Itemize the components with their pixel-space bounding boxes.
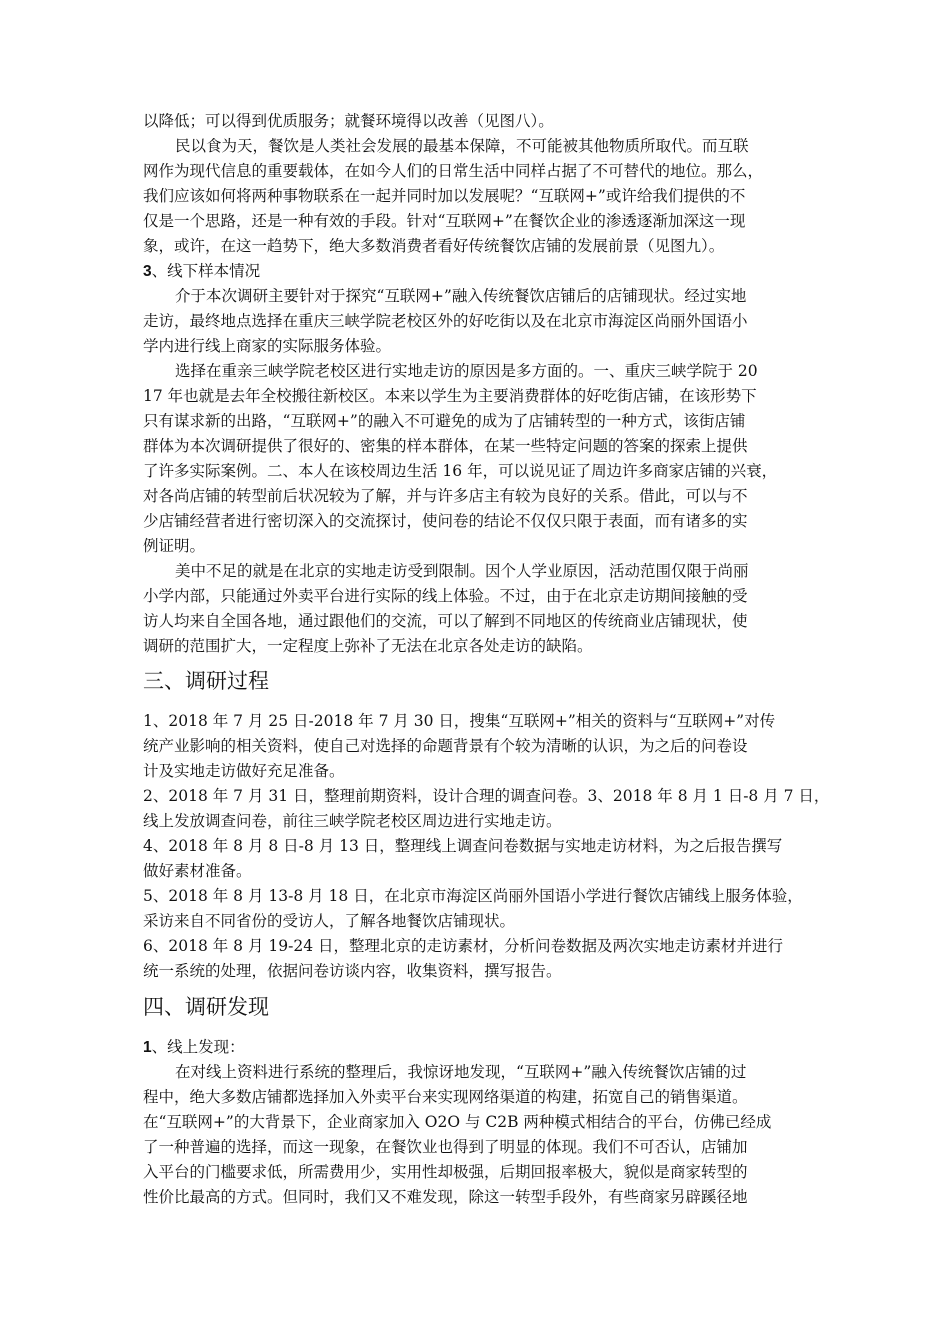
- paragraph-line: 以降低；可以得到优质服务；就餐环境得以改善（见图八）。: [143, 112, 554, 130]
- subsection-label: 、线上发现：: [151, 1038, 245, 1056]
- paragraph-line: 了许多实际案例。二、本人在该校周边生活 16 年，可以说见证了周边许多商家店铺的兴衰，: [143, 462, 778, 480]
- section-heading-research-process: 三、调研过程: [143, 669, 269, 693]
- paragraph-line: 在“互联网+”的大背景下，企业商家加入 O2O 与 C2B 两种模式相结合的平台，仿佛已经成: [143, 1113, 772, 1131]
- paragraph-line: 6、2018 年 8 月 19-24 日，整理北京的走访素材，分析问卷数据及两次实地走访素材并进行: [143, 937, 783, 955]
- paragraph-line: 程中，绝大多数店铺都选择加入外卖平台来实现网络渠道的构建，拓宽自己的销售渠道。: [143, 1088, 748, 1106]
- paragraph-line: 选择在重亲三峡学院老校区进行实地走访的原因是多方面的。一、重庆三峡学院于 20: [175, 362, 758, 380]
- paragraph-line: 学内进行线上商家的实际服务体验。: [143, 337, 392, 355]
- paragraph-line: 象，或许，在这一趋势下，绝大多数消费者看好传统餐饮店铺的发展前景（见图九）。: [143, 237, 725, 255]
- paragraph-line: 美中不足的就是在北京的实地走访受到限制。因个人学业原因，活动范围仅限于尚丽: [175, 562, 749, 580]
- paragraph-line: 仅是一个思路，还是一种有效的手段。针对“互联网+”在餐饮企业的渗透逐渐加深这一现: [143, 212, 746, 230]
- subsection-number: 3: [143, 263, 152, 280]
- paragraph-line: 采访来自不同省份的受访人，了解各地餐饮店铺现状。: [143, 912, 516, 930]
- paragraph-line: 统产业影响的相关资料，使自己对选择的命题背景有个较为清晰的认识，为之后的问卷设: [143, 737, 748, 755]
- subsection-number: 1: [143, 1039, 152, 1056]
- paragraph-line: 1、2018 年 7 月 25 日-2018 年 7 月 30 日，搜集“互联网+”相关的资料与“互联网+”对传: [143, 712, 776, 730]
- paragraph-line: 小学内部，只能通过外卖平台进行实际的线上体验。不过，由于在北京走访期间接触的受: [143, 587, 748, 605]
- paragraph-line: 网作为现代信息的重要载体，在如今人们的日常生活中同样占据了不可替代的地位。那么，: [143, 162, 764, 180]
- paragraph-line: 入平台的门槛要求低，所需费用少，实用性却极强，后期回报率极大，貌似是商家转型的: [143, 1163, 748, 1181]
- paragraph-line: 17 年也就是去年全校搬往新校区。本来以学生为主要消费群体的好吃街店铺，在该形势下: [143, 387, 757, 405]
- paragraph-line: 计及实地走访做好充足准备。: [143, 762, 345, 780]
- paragraph-line: 群体为本次调研提供了很好的、密集的样本群体，在某一些特定问题的答案的探索上提供: [143, 437, 748, 455]
- paragraph-line: 2、2018 年 7 月 31 日，整理前期资料，设计合理的调查问卷。3、2018 年 8 月 1 日-8 月 7 日，: [143, 787, 830, 805]
- paragraph-line: 4、2018 年 8 月 8 日-8 月 13 日，整理线上调查问卷数据与实地走访材料，为之后报告撰写: [143, 837, 783, 855]
- paragraph-line: 少店铺经营者进行密切深入的交流探讨，使问卷的结论不仅仅只限于表面，而有诸多的实: [143, 512, 748, 530]
- paragraph-line: 性价比最高的方式。但同时，我们又不难发现，除这一转型手段外，有些商家另辟蹊径地: [143, 1188, 748, 1206]
- section-heading-research-findings: 四、调研发现: [143, 995, 269, 1019]
- paragraph-line: 访人均来自全国各地，通过跟他们的交流，可以了解到不同地区的传统商业店铺现状，使: [143, 612, 748, 630]
- paragraph-line: 民以食为天，餐饮是人类社会发展的最基本保障，不可能被其他物质所取代。而互联: [175, 137, 749, 155]
- paragraph-line: 介于本次调研主要针对于探究“互联网+”融入传统餐饮店铺后的店铺现状。经过实地: [175, 287, 747, 305]
- paragraph-line: 调研的范围扩大，一定程度上弥补了无法在北京各处走访的缺陷。: [143, 637, 593, 655]
- paragraph-line: 走访，最终地点选择在重庆三峡学院老校区外的好吃街以及在北京市海淀区尚丽外国语小: [143, 312, 748, 330]
- subsection-title-offline-sample: [143, 261, 823, 282]
- paragraph-line: 例证明。: [143, 537, 206, 555]
- paragraph-line: 了一种普遍的选择，而这一现象，在餐饮业也得到了明显的体现。我们不可否认，店铺加: [143, 1138, 748, 1156]
- paragraph-line: 在对线上资料进行系统的整理后，我惊讶地发现，“互联网+”融入传统餐饮店铺的过: [175, 1063, 747, 1081]
- paragraph-line: 5、2018 年 8 月 13-8 月 18 日，在北京市海淀区尚丽外国语小学进行餐饮店铺线上服务体验，: [143, 887, 803, 905]
- subsection-title-online-findings: [143, 1037, 823, 1058]
- paragraph-line: 做好素材准备。: [143, 862, 252, 880]
- paragraph-line: 只有谋求新的出路，“互联网+”的融入不可避免的成为了店铺转型的一种方式，该街店铺: [143, 412, 746, 430]
- paragraph-line: 我们应该如何将两种事物联系在一起并同时加以发展呢？“互联网+”或许给我们提供的不: [143, 187, 746, 205]
- paragraph-line: 线上发放调查问卷，前往三峡学院老校区周边进行实地走访。: [143, 812, 562, 830]
- paragraph-line: 统一系统的处理，依据问卷访谈内容，收集资料，撰写报告。: [143, 962, 562, 980]
- paragraph-line: 对各尚店铺的转型前后状况较为了解，并与许多店主有较为良好的关系。借此，可以与不: [143, 487, 748, 505]
- subsection-label: 、线下样本情况: [151, 262, 261, 280]
